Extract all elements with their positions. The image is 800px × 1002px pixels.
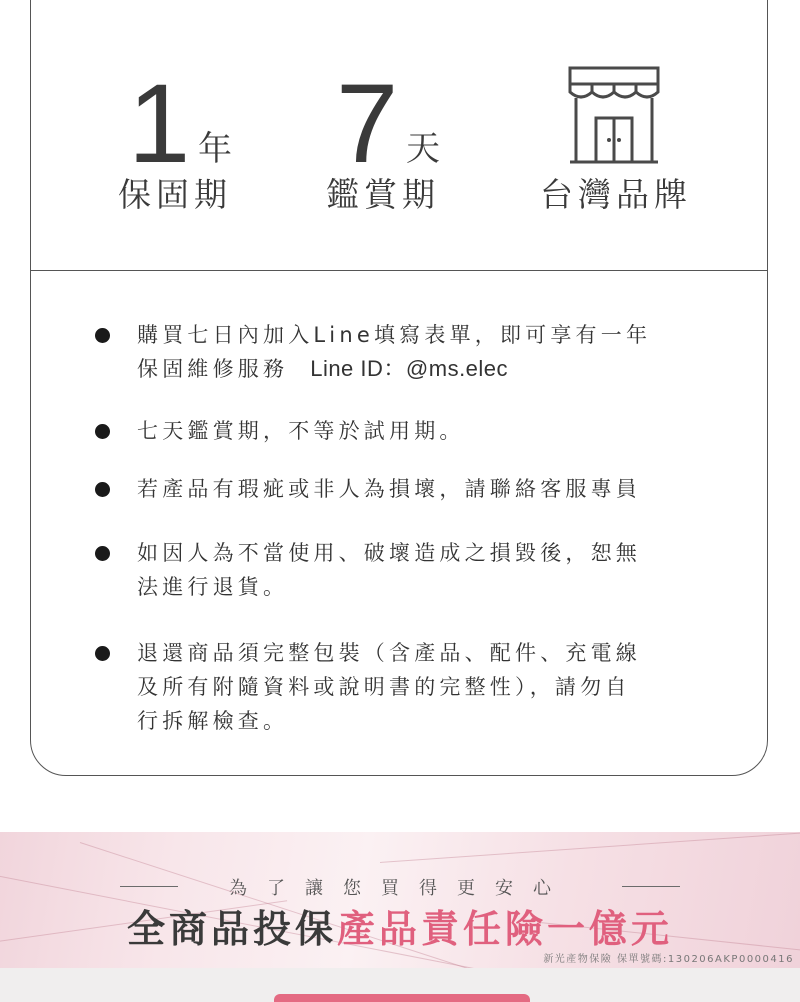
bottom-tab[interactable] [274, 994, 530, 1002]
warranty-label: 保固期 [118, 175, 232, 214]
note-line: 購買七日內加入Line填寫表單，即可享有一年 [137, 323, 652, 347]
line-id: Line ID：@ms.elec [310, 356, 509, 381]
storefront-icon [566, 64, 662, 164]
warranty-unit: 年 [198, 129, 232, 169]
warranty-number: 1 [128, 61, 191, 186]
banner-title-accent: 產品責任險一億元 [337, 906, 674, 951]
list-item [95, 414, 715, 472]
note-line: 如因人為不當使用、破壞造成之損毀後，恕無 [137, 541, 641, 565]
list-item [95, 472, 715, 536]
banner-title [0, 898, 800, 953]
bullet-icon [95, 546, 110, 561]
list-item [95, 636, 715, 738]
note-line: 若產品有瑕疵或非人為損壞，請聯絡客服專員 [137, 477, 641, 501]
bullet-icon [95, 328, 110, 343]
notes-list [95, 318, 715, 738]
insurance-banner [0, 832, 800, 968]
divider-line [622, 886, 680, 887]
bullet-icon [95, 646, 110, 661]
note-line: 行拆解檢查。 [137, 709, 289, 733]
list-item [95, 318, 715, 414]
bullet-icon [95, 424, 110, 439]
list-item [95, 536, 715, 636]
note-line: 七天鑑賞期，不等於試用期。 [137, 419, 465, 443]
note-line [137, 352, 715, 386]
banner-subtitle-row [120, 874, 680, 898]
policy-number: 新光產物保險 保單號碼:130206AKP0000416 [543, 954, 794, 965]
note-line-text: 保固維修服務 [137, 357, 289, 381]
banner-title-dark: 全商品投保 [126, 906, 337, 951]
note-line: 退還商品須完整包裝（含產品、配件、充電線 [137, 641, 641, 665]
banner-subtitle: 為了讓您買得更安心 [229, 878, 571, 899]
appreciation-label: 鑑賞期 [326, 175, 440, 214]
taiwan-brand-label: 台灣品牌 [540, 175, 692, 214]
divider-line [120, 886, 178, 887]
note-line: 法進行退貨。 [137, 575, 289, 599]
appreciation-unit: 天 [406, 129, 440, 169]
appreciation-number: 7 [336, 61, 399, 186]
bullet-icon [95, 482, 110, 497]
card-divider [30, 270, 768, 271]
note-line: 及所有附隨資料或說明書的完整性），請勿自 [137, 675, 631, 699]
marble-vein [380, 832, 800, 863]
